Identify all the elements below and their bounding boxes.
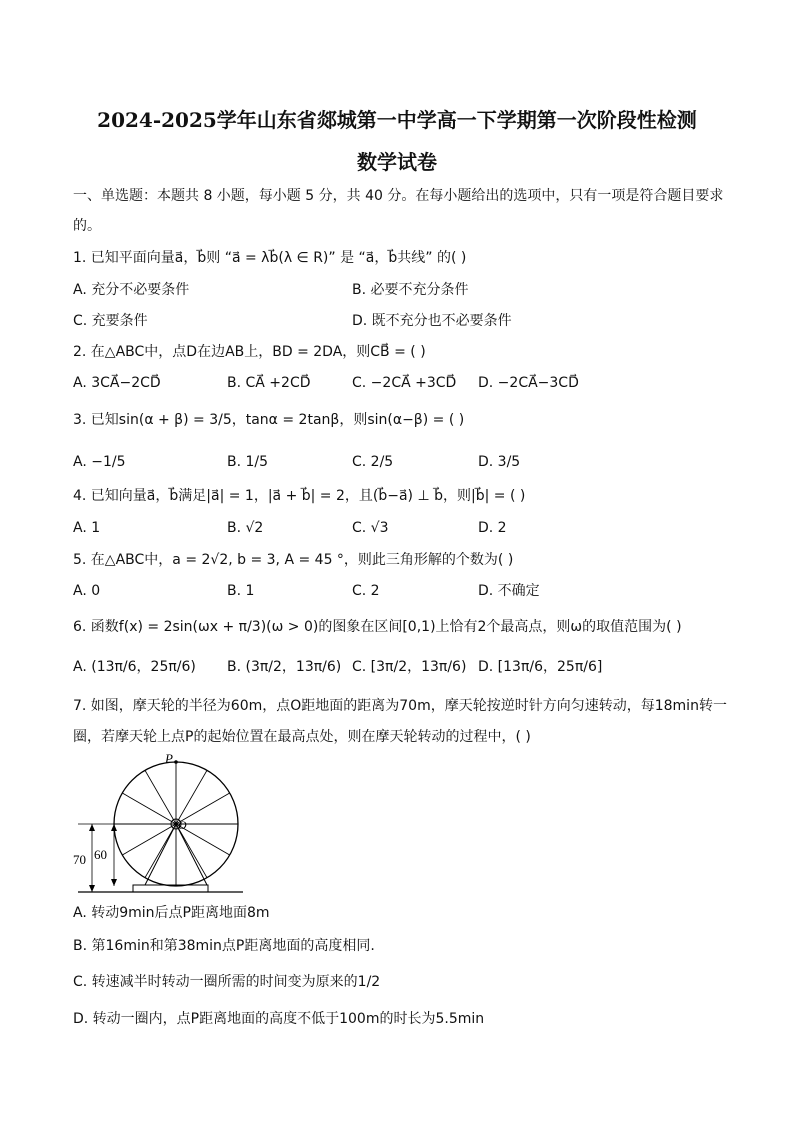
question-3-option-b: B. 1/5 [227,454,269,470]
point-p [174,760,178,764]
question-1-option-a: A. 充分不必要条件 [73,282,190,298]
question-7-stem-line1: 7. 如图，摩天轮的半径为60m，点O距地面的距离为70m，摩天轮按逆时针方向匀速转动，每18min转一 [73,698,727,714]
question-4-option-c: C. √3 [352,520,389,536]
question-4-option-b: B. √2 [227,520,264,536]
question-6-option-d: D. [13π/6，25π/6] [478,659,603,675]
question-5-stem: 5. 在△ABC中，a = 2√2, b = 3, A = 45 °，则此三角形解的个数为( ) [73,552,514,568]
dim-arrow-60-bottom [111,879,117,886]
question-7-option-b: B. 第16min和第38min点P距离地面的高度相同. [73,938,375,954]
question-5-option-a: A. 0 [73,583,101,599]
dim-arrow-70-top [89,824,95,831]
question-6-option-c: C. [3π/2，13π/6) [352,659,467,675]
dim-arrow-60-top [111,824,117,831]
label-p: P [165,752,173,766]
question-1-option-d: D. 既不充分也不必要条件 [352,313,512,329]
question-6-option-a: A. (13π/6，25π/6) [73,659,196,675]
page-title: 2024-2025学年山东省郯城第一中学高一下学期第一次阶段性检测 [97,108,697,132]
question-3-option-c: C. 2/5 [352,454,394,470]
question-7-option-c: C. 转速减半时转动一圈所需的时间变为原来的1/2 [73,974,381,990]
question-4-stem: 4. 已知向量a⃗，b⃗满足|a⃗| = 1，|a⃗ + b⃗| = 2，且(b⃗−a⃗) ⊥ b⃗，则|b⃗| = ( ) [73,488,526,504]
question-2-option-a: A. 3CA⃗−2CD⃗ [73,375,161,391]
question-6-option-b: B. (3π/2，13π/6) [227,659,342,675]
question-1-option-b: B. 必要不充分条件 [352,282,469,298]
question-3-option-d: D. 3/5 [478,454,521,470]
dim-arrow-70-bottom [89,885,95,892]
ferris-wheel-figure [73,752,248,897]
label-60: 60 [94,847,107,862]
question-3-option-a: A. −1/5 [73,454,126,470]
question-2-option-c: C. −2CA⃗ +3CD⃗ [352,375,457,391]
question-4-option-d: D. 2 [478,520,507,536]
question-5-option-b: B. 1 [227,583,255,599]
question-7-stem-line2: 圈，若摩天轮上点P的起始位置在最高点处，则在摩天轮转动的过程中，( ) [73,729,531,745]
question-2-stem: 2. 在△ABC中，点D在边AB上，BD = 2DA，则CB⃗ = ( ) [73,344,426,360]
label-70: 70 [73,852,86,867]
question-4-option-a: A. 1 [73,520,101,536]
question-6-stem: 6. 函数f(x) = 2sin(ωx + π/3)(ω > 0)的图象在区间[0,1)上恰有2个最高点，则ω的取值范围为( ) [73,619,682,635]
label-o: O [178,818,187,832]
question-3-stem: 3. 已知sin(α + β) = 3/5，tanα = 2tanβ，则sin(α−β) = ( ) [73,412,465,428]
page-subtitle: 数学试卷 [357,150,437,174]
question-1-option-c: C. 充要条件 [73,313,148,329]
question-5-option-c: C. 2 [352,583,380,599]
question-5-option-d: D. 不确定 [478,583,540,599]
question-7-option-a: A. 转动9min后点P距离地面8m [73,905,270,921]
section-instructions-line2: 的。 [73,218,101,234]
question-2-option-b: B. CA⃗ +2CD⃗ [227,375,311,391]
question-1-stem: 1. 已知平面向量a⃗，b⃗则 “a⃗ = λb⃗(λ ∈ R)” 是 “a⃗，b⃗共线” 的( ) [73,250,467,266]
question-2-option-d: D. −2CA⃗−3CD⃗ [478,375,579,391]
section-instructions-line1: 一、单选题：本题共 8 小题，每小题 5 分，共 40 分。在每小题给出的选项中，只有一项是符合题目要求 [73,188,724,204]
question-7-option-d: D. 转动一圈内，点P距离地面的高度不低于100m的时长为5.5min [73,1011,485,1027]
